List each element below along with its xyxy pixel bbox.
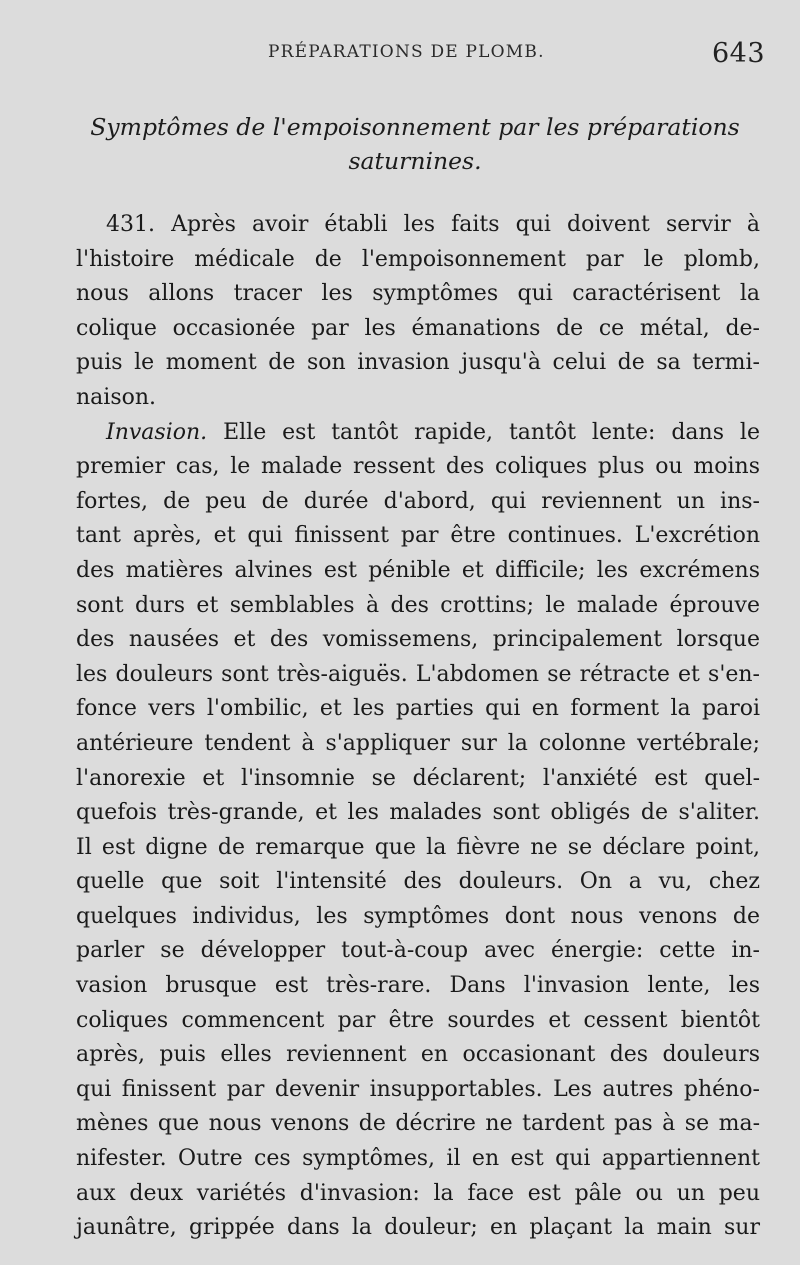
text-line: jaunâtre, grippée dans la douleur; en plaçant la main sur — [76, 1215, 760, 1241]
text-line: après, puis elles reviennent en occasionant des douleurs — [76, 1042, 760, 1068]
running-title: PRÉPARATIONS DE PLOMB. — [268, 42, 545, 62]
text-line: qui finissent par devenir insupportables. Les autres phéno- — [76, 1076, 760, 1102]
text-line: puis le moment de son invasion jusqu'à celui de sa termi- — [76, 350, 760, 376]
paragraph-lead: Invasion. — [106, 419, 208, 445]
text-line: quelques individus, les symptômes dont nous venons de — [76, 903, 760, 929]
text-line: premier cas, le malade ressent des coliques plus ou moins — [76, 454, 760, 480]
text-fragment: Elle est tantôt rapide, tantôt lente: dans le — [207, 419, 760, 445]
text-line: l'histoire médicale de l'empoisonnement par le plomb, — [76, 246, 760, 272]
text-line: vasion brusque est très-rare. Dans l'invasion lente, les — [76, 973, 760, 999]
text-line: sont durs et semblables à des crottins; le malade éprouve — [76, 592, 760, 618]
section-heading-line: saturnines. — [348, 147, 482, 175]
text-line: 431. Après avoir établi les faits qui doivent servir à — [106, 212, 760, 237]
text-line: les douleurs sont très-aiguës. L'abdomen se rétracte et s'en- — [76, 661, 760, 687]
text-line: des nausées et des vomissemens, principalement lorsque — [76, 627, 760, 653]
text-line: nifester. Outre ces symptômes, il en est qui appartiennent — [76, 1146, 760, 1172]
text-line: fortes, de peu de durée d'abord, qui reviennent un ins- — [76, 488, 760, 514]
text-line: l'anorexie et l'insomnie se déclarent; l'anxiété est quel- — [76, 765, 760, 791]
text-line — [76, 416, 760, 451]
text-line: colique occasionée par les émanations de ce métal, de- — [76, 315, 760, 341]
text-line: Il est digne de remarque que la fièvre ne se déclare point, — [76, 834, 760, 860]
text-line: antérieure tendent à s'appliquer sur la colonne vertébrale; — [76, 730, 760, 756]
text-line: nous allons tracer les symptômes qui caractérisent la — [76, 281, 760, 307]
text-line: mènes que nous venons de décrire ne tardent pas à se ma- — [76, 1111, 760, 1137]
section-heading-line: Symptômes de l'empoisonnement par les préparations — [90, 113, 740, 141]
text-line: tant après, et qui finissent par être continues. L'excrétion — [76, 523, 760, 549]
text-line: quefois très-grande, et les malades sont obligés de s'aliter. — [76, 800, 760, 826]
text-line: quelle que soit l'intensité des douleurs. On a vu, chez — [76, 869, 760, 895]
running-head — [0, 40, 800, 80]
text-line: aux deux variétés d'invasion: la face est pâle ou un peu — [76, 1180, 760, 1206]
section-heading — [70, 110, 760, 178]
text-line: coliques commencent par être sourdes et cessent bientôt — [76, 1007, 760, 1033]
page-number: 643 — [712, 38, 766, 69]
text-line: naison. — [76, 384, 157, 410]
text-line: fonce vers l'ombilic, et les parties qui en forment la paroi — [76, 696, 760, 722]
text-line: des matières alvines est pénible et difficile; les excrémens — [76, 557, 760, 583]
body-text — [76, 208, 760, 1246]
text-line: parler se développer tout-à-coup avec énergie: cette in- — [76, 938, 760, 964]
